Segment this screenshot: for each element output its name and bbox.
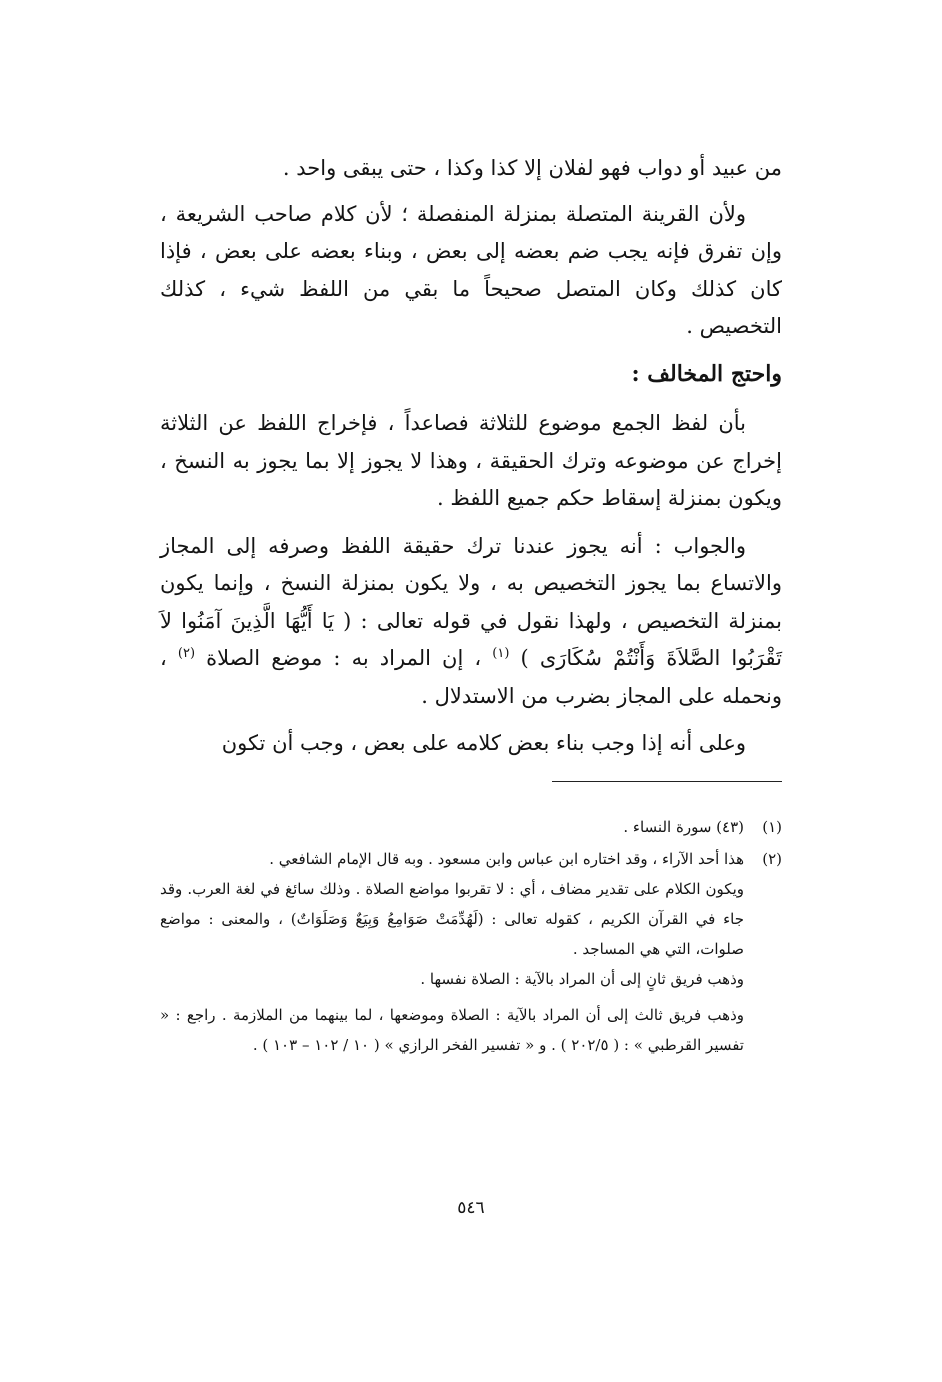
footnote-body [160, 844, 744, 1060]
answer-text-part3: ، ونحمله على المجاز بضرب من الاستدلال . [160, 646, 782, 708]
footnote-ref-1[interactable]: (١) [492, 646, 510, 661]
paragraph-plural-word: بأن لفظ الجمع موضوع للثلاثة فصاعداً ، فإخراج اللفظ عن الثلاثة إخراج عن موضوعه وترك الحقيقة ، وهذا لا يجوز إلا بما يجوز به النسخ ، ويكون بمنزلة إسقاط حكم جميع اللفظ . [160, 411, 782, 510]
footnote-body [160, 812, 744, 842]
main-text [160, 150, 782, 763]
paragraph-answer [160, 528, 782, 716]
footnote-divider [552, 781, 782, 782]
footnote-text: وذهب فريق ثالث إلى أن المراد بالآية : الصلاة وموضعها ، لما بينهما من الملازمة . راجع : « تفسير القرطبي » : ( ٢٠٢/٥ ) . و « تفسير الفخر الرازي » ( ١٠ / ١٠٢ – ١٠٣ ) . [160, 1005, 744, 1054]
answer-text-part2: ، إن المراد به : موضع الصلاة [206, 646, 482, 670]
page-body [160, 150, 782, 1062]
footnote-1 [160, 812, 782, 842]
section-heading-opponent-argument: واحتج المخالف : [631, 360, 782, 387]
page-number: ٥٤٦ [457, 1198, 485, 1218]
footnote-text: ويكون الكلام على تقدير مضاف ، أي : لا تقربوا مواضع الصلاة . وذلك سائغ في لغة العرب. وقد جاء في القرآن الكريم ، كقوله تعالى : (لَهُدِّمَتْ صَوَامِعُ وَبِيَعٌ وَصَلَوَاتٌ) ، والمعنى : مواضع صلوات، التي هي المساجد . [160, 879, 744, 958]
footnote-number: (٢) [762, 849, 782, 868]
footnote-text: (٤٣) سورة النساء . [623, 817, 744, 836]
footnote-text: وذهب فريق ثانٍ إلى أن المراد بالآية : الصلاة نفسها . [420, 969, 744, 988]
paragraph-continuation: وعلى أنه إذا وجب بناء بعض كلامه على بعض ، وجب أن تكون [221, 731, 746, 755]
answer-text-part1: والجواب : أنه يجوز عندنا ترك حقيقة اللفظ وصرفه إلى المجاز والاتساع بما يجوز التخصيص به ، ولا يكون بمنزلة النسخ ، وإنما يكون بمنزلة التخصيص ، ولهذا نقول في قوله تعالى : ( يَا أَيُّهَا الَّذِينَ آمَنُوا لاَ تَقْرَبُوا الصَّلاَةَ وَأَنْتُمْ سُكَارَى ) [160, 533, 782, 670]
footnotes [160, 812, 782, 1060]
paragraph-connected-context: ولأن القرينة المتصلة بمنزلة المنفصلة ؛ لأن كلام صاحب الشريعة ، وإن تفرق فإنه يجب ضم بعضه إلى بعض ، وبناء بعضه على بعض ، فإذا كان كذلك وكان المتصل صحيحاً ما بقي من اللفظ شيء ، كذلك التخصيص . [160, 201, 782, 338]
footnote-number: (١) [762, 817, 782, 836]
footnote-text: هذا أحد الآراء ، وقد اختاره ابن عباس وابن مسعود . وبه قال الإمام الشافعي . [269, 849, 744, 868]
footnote-ref-2[interactable]: (٢) [177, 646, 196, 661]
text-line-continuation: من عبيد أو دواب فهو لفلان إلا كذا وكذا ، حتى يبقى واحد . [282, 156, 782, 180]
footnote-2 [160, 844, 782, 1060]
